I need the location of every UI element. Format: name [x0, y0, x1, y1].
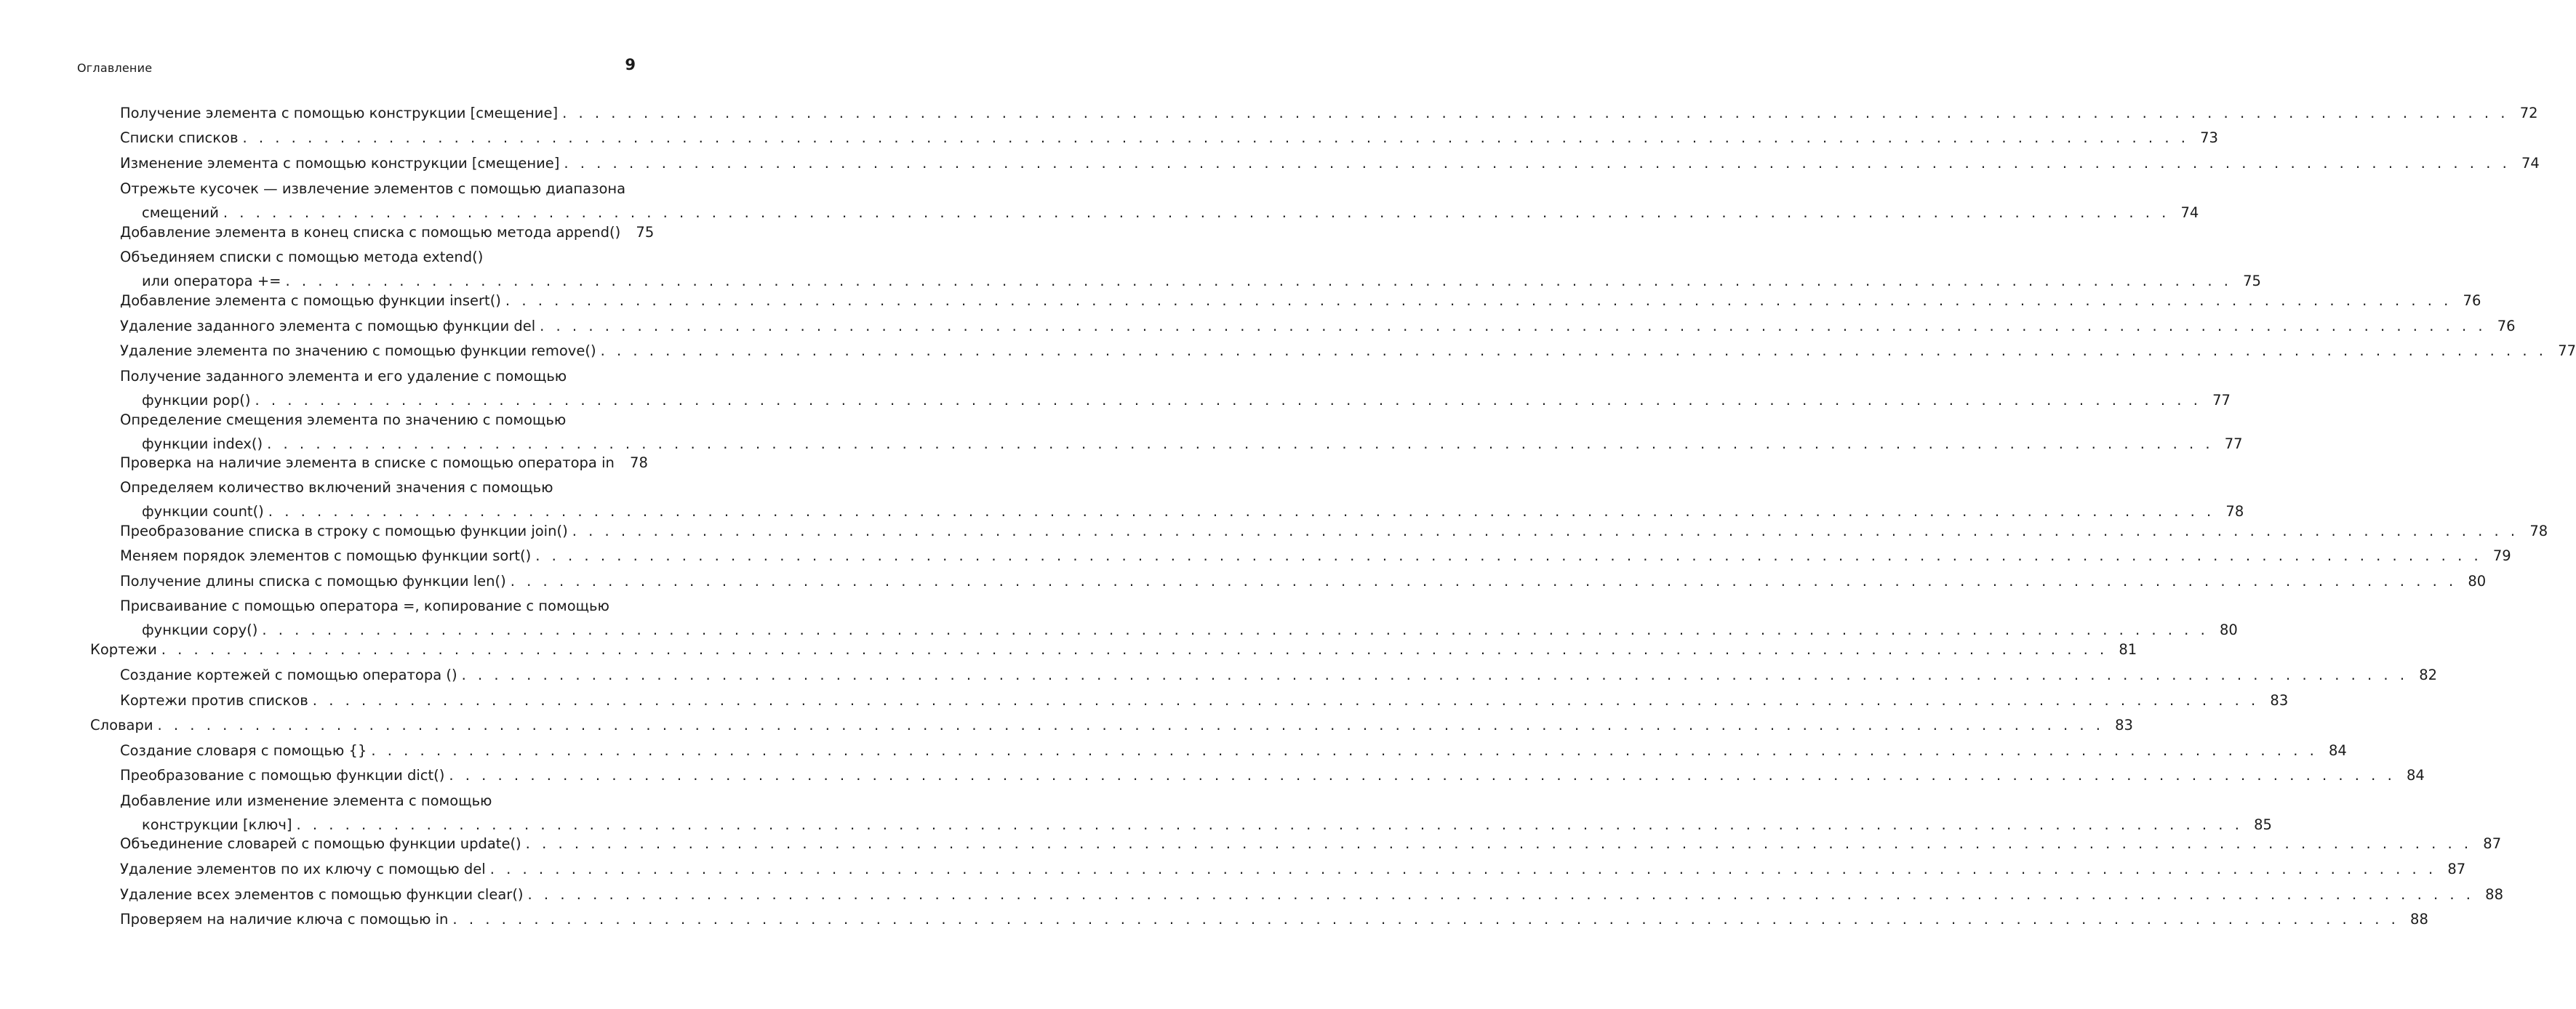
- toc-entry-title: Получение длины списка с помощью функции len(): [120, 573, 506, 590]
- toc-entry-title: Создание словаря с помощью {}: [120, 742, 367, 759]
- toc-entry-title: функции copy(): [142, 622, 258, 638]
- toc-entry-title: Создание кортежей с помощью оператора (): [120, 667, 457, 683]
- toc-entry[interactable]: [0, 317, 2516, 336]
- dot-leader: . . . . . . . . . . . . . . . . . . . . . . . . . . . . . . . . . . . . . . . . . . . . . . . . . . . . . . . . . . . . . . . . . . . . . . . . . . . . . . . . . . . . . . . . . . . . . . . . . . . . . . . . . . . . . . . . . . . . . . . .: [600, 342, 2548, 359]
- toc-entry[interactable]: [0, 342, 2576, 361]
- toc-entry[interactable]: [0, 292, 2481, 310]
- toc-entry-page: 77: [2212, 392, 2231, 409]
- toc-entry-page: 83: [2270, 692, 2289, 709]
- toc-entry-title: Удаление элементов по их ключу с помощью del: [120, 861, 486, 877]
- toc-entry-title: функции index(): [142, 435, 263, 452]
- toc-entry-title: Словари: [90, 717, 153, 733]
- toc-entry-title: Удаление всех элементов с помощью функции clear(): [120, 886, 524, 903]
- toc-entry-page: 80: [2468, 573, 2487, 590]
- toc-entry-title: Присваивание с помощью оператора =, копирование с помощью: [120, 598, 609, 614]
- toc-entry-page: 76: [2463, 292, 2481, 309]
- toc-entry-title: или оператора +=: [142, 273, 281, 289]
- toc-entry-page: 87: [2483, 835, 2502, 852]
- toc-entry-title: Получение элемента с помощью конструкции [смещение]: [120, 105, 559, 121]
- toc-entry[interactable]: [0, 522, 2548, 541]
- toc-entry[interactable]: [0, 741, 2347, 760]
- toc-entry[interactable]: [0, 860, 2466, 879]
- toc-entry-title: функции pop(): [142, 392, 251, 409]
- toc-entry[interactable]: [0, 411, 2243, 454]
- dot-leader: . . . . . . . . . . . . . . . . . . . . . . . . . . . . . . . . . . . . . . . . . . . . . . . . . . . . . . . . . . . . . . . . . . . . . . . . . . . . . . . . . . . . . . . . . . . . . . . . . . . . . . . . . . . . . . . . . . . . . . . .: [285, 273, 2232, 289]
- toc-entry[interactable]: [0, 223, 708, 242]
- toc-entry-page: 76: [2497, 318, 2516, 334]
- dot-leader: . . . . . . . . . . . . . . . . . . . . . . . . . . . . . . . . . . . . . . . . . . . . . . . . . . . . . . . . . . . . . . . . . . . . . . . . . . . . . . . . . . . . . . . . . . . . . . . . . . . . . . . . . . . . . . . . . . . . . . . .: [312, 692, 2260, 709]
- dot-leader: . . . . . . . . . . . . . . . . . . . . . . . . . . . . . . . . . . . . . . . . . . . . . . . . . . . . . . . . . . . . . . . . . . . . . . . . . . . . . . . . . . . . . . . . . . . . . . . . . . . . . . . . . . . . . . . . . . . . . . . .: [267, 435, 2214, 452]
- dot-leader: . . . . . . . . . . . . . . . . . . . . . . . . . . . . . . . . . . . . . . . . . . . . . . . . . . . . . . . . . . . . . . . . . . . . . . . . . . . . . . . . . . . . . . . . . . . . . . . . . . . . . . . . . . . . . . . . . . . . . . . .: [296, 816, 2243, 833]
- dot-leader: . . . . . . . . . . . . . . . . . . . . . . . . . . . . . . . . . . . . . . . . . . . . . . . . . . . . . . . . . . . . . . . . . . . . . . . . . . . . . . . . . . . . . . . . . . . . . . . . . . . . . . . . . . . . . . . . . . . . . . . .: [157, 717, 2104, 733]
- toc-entry-title: Получение заданного элемента и его удаление с помощью: [120, 368, 567, 385]
- toc-entry[interactable]: [0, 454, 708, 473]
- toc-entry-title: Проверка на наличие элемента в списке с помощью оператора in: [120, 454, 615, 471]
- toc-entry-page: 84: [2328, 742, 2347, 759]
- toc-entry-page: 82: [2419, 667, 2438, 683]
- toc-entry-page: 77: [2558, 342, 2576, 359]
- dot-leader: . . . . . . . . . . . . . . . . . . . . . . . . . . . . . . . . . . . . . . . . . . . . . . . . . . . . . . . . . . . . . . . . . . . . . . . . . . . . . . . . . . . . . . . . . . . . . . . . . . . . . . . . . . . . . . . . . . . . . . . .: [562, 105, 2509, 121]
- toc-entry-page: 74: [2180, 204, 2199, 221]
- dot-leader: . . . . . . . . . . . . . . . . . . . . . . . . . . . . . . . . . . . . . . . . . . . . . . . . . . . . . . . . . . . . . . . . . . . . . . . . . . . . . . . . . . . . . . . . . . . . . . . . . . . . . . . . . . . . . . . . . . . . . . . .: [525, 835, 2473, 852]
- toc-entry[interactable]: [0, 666, 2438, 685]
- toc-entry-page: 78: [2225, 503, 2244, 520]
- dot-leader: . . . . . . . . . . . . . . . . . . . . . . . . . . . . . . . . . . . . . . . . . . . . . . . . . . . . . . . . . . . . . . . . . . . . . . . . . . . . . . . . . . . . . . . . . . . . . . . . . . . . . . . . . . . . . . . . . . . . . . . .: [572, 523, 2519, 539]
- toc-entry-title: конструкции [ключ]: [142, 816, 292, 833]
- toc-entry[interactable]: [0, 129, 2218, 148]
- toc-entry-page: 83: [2115, 717, 2133, 733]
- toc-entry-title: Преобразование списка в строку с помощью функции join(): [120, 523, 568, 539]
- toc-entry-title: Определяем количество включений значения с помощью: [120, 479, 553, 496]
- toc-entry-title: Удаление заданного элемента с помощью функции del: [120, 318, 536, 334]
- toc-entry-title: Объединяем списки с помощью метода extend(): [120, 249, 484, 265]
- toc-entry[interactable]: [0, 104, 2538, 123]
- toc-entry[interactable]: [0, 572, 2487, 591]
- toc-entry[interactable]: [0, 248, 2261, 291]
- dot-leader: . . . . . . . . . . . . . . . . . . . . . . . . . . . . . . . . . . . . . . . . . . . . . . . . . . . . . . . . . . . . . . . . . . . . . . . . . . . . . . . . . . . . . . . . . . . . . . . . . . . . . . . . . . . . . . . . . . . . . . . .: [161, 641, 2108, 658]
- dot-leader: . . . . . . . . . . . . . . . . . . . . . . . . . . . . . . . . . . . . . . . . . . . . . . . . . . . . . . . . . . . . . . . . . . . . . . . . . . . . . . . . . . . . . . . . . . . . . . . . . . . . . . . . . . . . . . . . . . . . . . . .: [461, 667, 2409, 683]
- dot-leader: . . . . . . . . . . . . . . . . . . . . . . . . . . . . . . . . . . . . . . . . . . . . . . . . . . . . . . . . . . . . . . . . . . . . . . . . . . . . . . . . . . . . . . . . . . . . . . . . . . . . . . . . . . . . . . . . . . . . . . . .: [564, 155, 2511, 172]
- toc-entry-title: Кортежи: [90, 641, 157, 658]
- toc-entry-title: Определение смещения элемента по значению с помощью: [120, 411, 567, 428]
- toc-entry-page: 74: [2521, 155, 2540, 172]
- dot-leader: . . . . . . . . . . . . . . . . . . . . . . . . . . . . . . . . . . . . . . . . . . . . . . . . . . . . . . . . . . . . . . . . . . . . . . . . . . . . . . . . . . . . . . . . . . . . . . . . . . . . . . . . . . . . . . . . . . . . . . . .: [505, 292, 2452, 309]
- toc-entry-page: 79: [2492, 547, 2511, 564]
- toc-entry-title: Удаление элемента по значению с помощью функции remove(): [120, 342, 596, 359]
- toc-entry-page: 75: [2243, 273, 2261, 289]
- dot-leader: . . . . . . . . . . . . . . . . . . . . . . . . . . . . . . . . . . . . . . . . . . . . . . . . . . . . . . . . . . . . . . . . . . . . . . . . . . . . . . . . . . . . . . . . . . . . . . . . . . . . . . . . . . . . . . . . . . . . . . . .: [527, 886, 2474, 903]
- dot-leader: . . . . . . . . . . . . . . . . . . . . . . . . . . . . . . . . . . . . . . . . . . . . . . . . . . . . . . . . . . . . . . . . . . . . . . . . . . . . . . . . . . . . . . . . . . . . . . . . . . . . . . . . . . . . . . . . . . . . . . . .: [535, 547, 2482, 564]
- toc-entry[interactable]: [0, 154, 2540, 173]
- toc-entry-page: 84: [2406, 767, 2425, 784]
- toc-entry-page: 88: [2410, 911, 2428, 928]
- toc-entry-page: 88: [2485, 886, 2503, 903]
- toc-entry[interactable]: [0, 597, 2238, 640]
- toc-entry-title: Списки списков: [120, 129, 239, 146]
- toc-entry-title: смещений: [142, 204, 219, 221]
- toc-entry-title: Изменение элемента с помощью конструкции [смещение]: [120, 155, 560, 172]
- page-number: 9: [625, 56, 636, 73]
- toc-entry-page: 78: [630, 454, 648, 471]
- toc-entry[interactable]: [0, 716, 2133, 735]
- toc-entry-title: функции count(): [142, 503, 264, 520]
- dot-leader: . . . . . . . . . . . . . . . . . . . . . . . . . . . . . . . . . . . . . . . . . . . . . . . . . . . . . . . . . . . . . . . . . . . . . . . . . . . . . . . . . . . . . . . . . . . . . . . . . . . . . . . . . . . . . . . . . . . . . . . .: [489, 861, 2437, 877]
- toc-entry[interactable]: [0, 478, 2244, 521]
- toc-entry-page: 78: [2529, 523, 2548, 539]
- dot-leader: . . . . . . . . . . . . . . . . . . . . . . . . . . . . . . . . . . . . . . . . . . . . . . . . . . . . . . . . . . . . . . . . . . . . . . . . . . . . . . . . . . . . . . . . . . . . . . . . . . . . . . . . . . . . . . . . . . . . . . . .: [371, 742, 2318, 759]
- toc-entry[interactable]: [0, 640, 2137, 659]
- dot-leader: . . . . . . . . . . . . . . . . . . . . . . . . . . . . . . . . . . . . . . . . . . . . . . . . . . . . . . . . . . . . . . . . . . . . . . . . . . . . . . . . . . . . . . . . . . . . . . . . . . . . . . . . . . . . . . . . . . . . . . . .: [223, 204, 2170, 221]
- toc-entry[interactable]: [0, 547, 2511, 566]
- dot-leader: . . . . . . . . . . . . . . . . . . . . . . . . . . . . . . . . . . . . . . . . . . . . . . . . . . . . . . . . . . . . . . . . . . . . . . . . . . . . . . . . . . . . . . . . . . . . . . . . . . . . . . . . . . . . . . . . . . . . . . . .: [510, 573, 2457, 590]
- toc-entry[interactable]: [0, 367, 2231, 410]
- toc-entry-title: Меняем порядок элементов с помощью функции sort(): [120, 547, 532, 564]
- toc-entry-page: 85: [2254, 816, 2272, 833]
- dot-leader: . . . . . . . . . . . . . . . . . . . . . . . . . . . . . . . . . . . . . . . . . . . . . . . . . . . . . . . . . . . . . . . . . . . . . . . . . . . . . . . . . . . . . . . . . . . . . . . . . . . . . . . . . . . . . . . . . . . . . . . .: [242, 129, 2189, 146]
- toc-entry[interactable]: [0, 180, 2199, 222]
- dot-leader: . . . . . . . . . . . . . . . . . . . . . . . . . . . . . . . . . . . . . . . . . . . . . . . . . . . . . . . . . . . . . . . . . . . . . . . . . . . . . . . . . . . . . . . . . . . . . . . . . . . . . . . . . . . . . . . . . . . . . . . .: [540, 318, 2487, 334]
- toc-entry-page: 87: [2447, 861, 2466, 877]
- toc-entry-title: Отрежьте кусочек — извлечение элементов с помощью диапазона: [120, 180, 626, 197]
- toc-entry-page: 81: [2119, 641, 2137, 658]
- toc-entry-title: Преобразование с помощью функции dict(): [120, 767, 445, 784]
- toc-entry-page: 73: [2200, 129, 2218, 146]
- toc-entry-title: Добавление элемента в конец списка с помощью метода append(): [120, 224, 621, 241]
- dot-leader: . . . . . . . . . . . . . . . . . . . . . . . . . . . . . . . . . . . . . . . . . . . . . . . . . . . . . . . . . . . . . . . . . . . . . . . . . . . . . . . . . . . . . . . . . . . . . . . . . . . . . . . . . . . . . . . . . . . . . . . .: [452, 911, 2399, 928]
- toc-entry-title: Кортежи против списков: [120, 692, 308, 709]
- toc-entry[interactable]: [0, 885, 2503, 904]
- dot-leader: . . . . . . . . . . . . . . . . . . . . . . . . . . . . . . . . . . . . . . . . . . . . . . . . . . . . . . . . . . . . . . . . . . . . . . . . . . . . . . . . . . . . . . . . . . . . . . . . . . . . . . . . . . . . . . . . . . . . . . . .: [268, 503, 2215, 520]
- toc-entry-title: Добавление элемента с помощью функции insert(): [120, 292, 501, 309]
- toc-entry-title: Объединение словарей с помощью функции update(): [120, 835, 521, 852]
- toc-entry-page: 77: [2224, 435, 2243, 452]
- toc-entry[interactable]: [0, 792, 2272, 835]
- dot-leader: . . . . . . . . . . . . . . . . . . . . . . . . . . . . . . . . . . . . . . . . . . . . . . . . . . . . . . . . . . . . . . . . . . . . . . . . . . . . . . . . . . . . . . . . . . . . . . . . . . . . . . . . . . . . . . . . . . . . . . . .: [449, 767, 2396, 784]
- dot-leader: . . . . . . . . . . . . . . . . . . . . . . . . . . . . . . . . . . . . . . . . . . . . . . . . . . . . . . . . . . . . . . . . . . . . . . . . . . . . . . . . . . . . . . . . . . . . . . . . . . . . . . . . . . . . . . . . . . . . . . . .: [255, 392, 2201, 409]
- toc-entry-page: 75: [636, 224, 655, 241]
- toc-entry[interactable]: [0, 691, 2289, 710]
- toc-entry[interactable]: [0, 910, 2428, 929]
- toc-entry[interactable]: [0, 766, 2425, 785]
- dot-leader: . . . . . . . . . . . . . . . . . . . . . . . . . . . . . . . . . . . . . . . . . . . . . . . . . . . . . . . . . . . . . . . . . . . . . . . . . . . . . . . . . . . . . . . . . . . . . . . . . . . . . . . . . . . . . . . . . . . . . . . .: [262, 622, 2209, 638]
- running-header-title: Оглавление: [77, 61, 153, 75]
- toc-entry-title: Проверяем на наличие ключа с помощью in: [120, 911, 449, 928]
- toc-entry-title: Добавление или изменение элемента с помощью: [120, 792, 492, 809]
- toc-entry-page: 72: [2519, 105, 2538, 121]
- toc-entry[interactable]: [0, 835, 2502, 853]
- toc-entry-page: 80: [2219, 622, 2238, 638]
